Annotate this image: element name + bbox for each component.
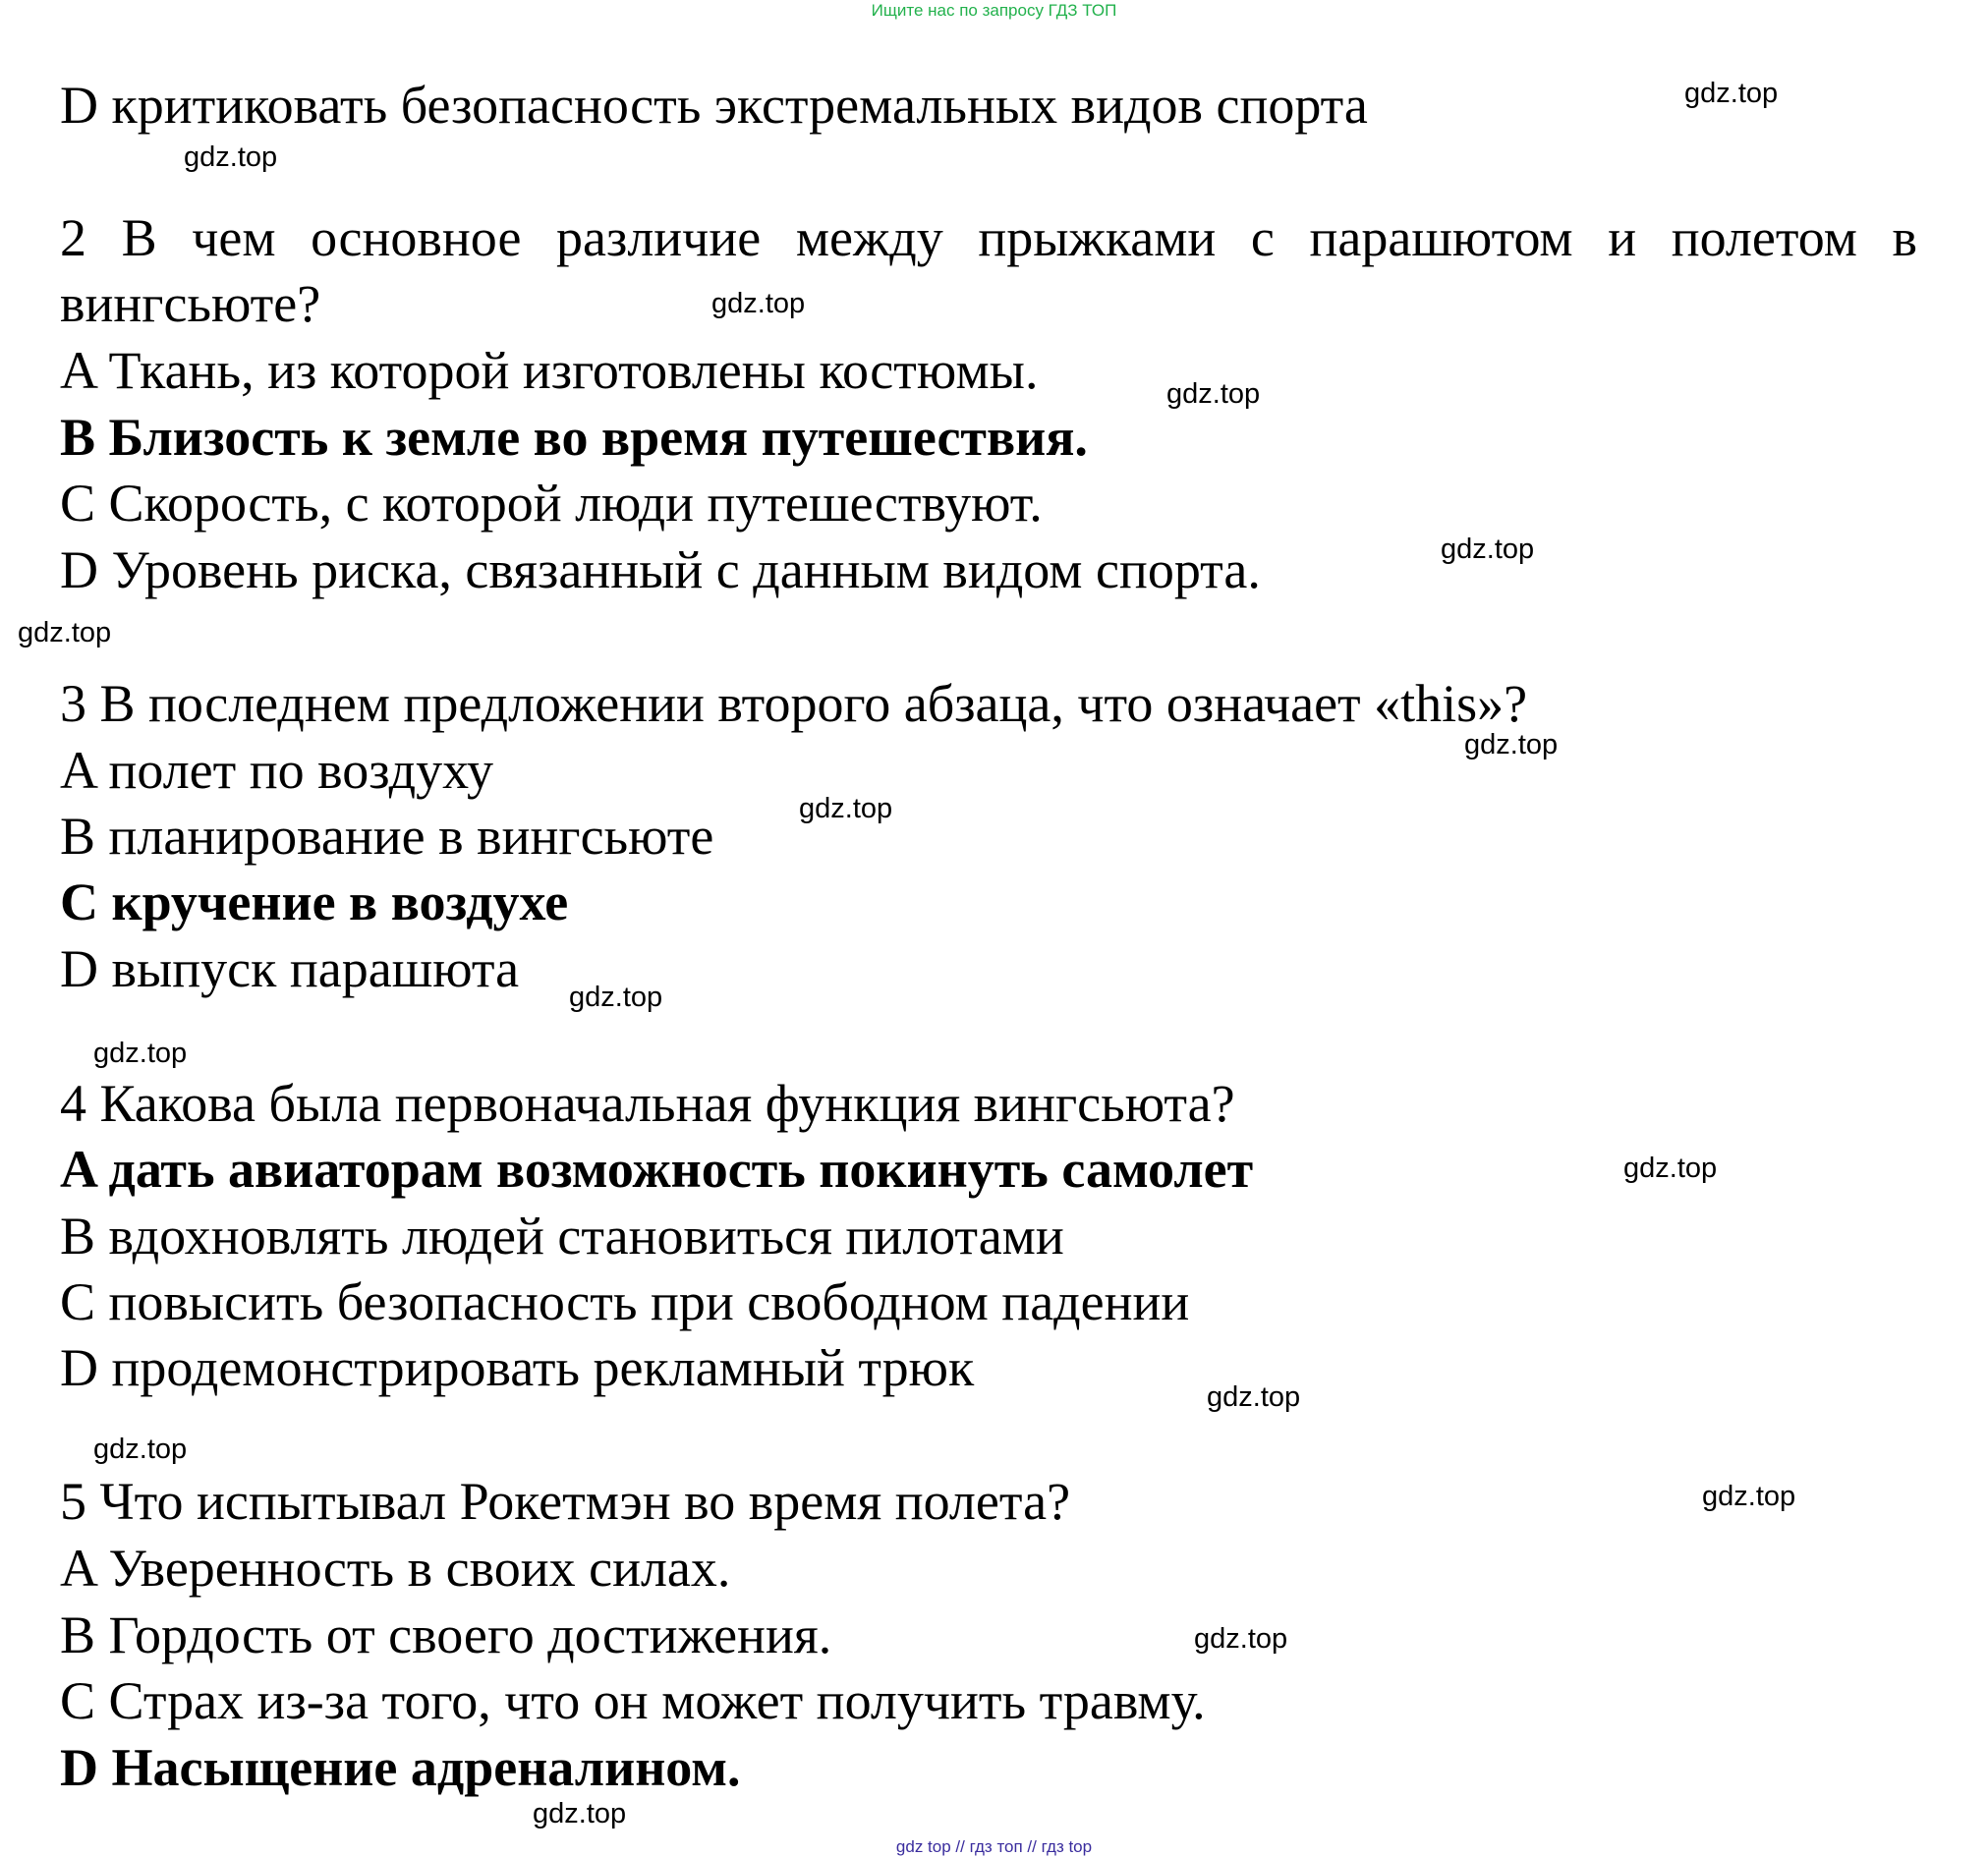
watermark: gdz.top: [711, 288, 806, 319]
question-2-option-b-correct: B Близость к земле во время путешествия.: [60, 408, 1088, 467]
question-4: 4 Какова была первоначальная функция вингсьюта?: [60, 1074, 1235, 1133]
question-3-option-a: A полет по воздуху: [60, 741, 494, 800]
question-4-option-b: B вдохновлять людей становиться пилотами: [60, 1207, 1064, 1266]
watermark: gdz.top: [93, 1038, 188, 1069]
question-2-option-d: D Уровень риска, связанный с данным видом спорта.: [60, 540, 1261, 599]
watermark: gdz.top: [1702, 1481, 1796, 1512]
answer-d-prev: D критиковать безопасность экстремальных видов спорта: [60, 76, 1368, 135]
question-3-option-c-correct: C кручение в воздухе: [60, 872, 569, 931]
footer: gdz top // гдз топ // гдз top: [895, 1837, 1093, 1856]
watermark: gdz.top: [533, 1798, 627, 1829]
question-2-line-2: вингсьюте?: [60, 274, 321, 333]
question-4-option-a-correct: A дать авиаторам возможность покинуть самолет: [60, 1140, 1254, 1199]
top-banner: Ищите нас по запросу ГДЗ ТОП: [871, 1, 1117, 20]
watermark: gdz.top: [18, 617, 112, 648]
question-5-option-a: A Уверенность в своих силах.: [60, 1539, 731, 1598]
question-3: 3 В последнем предложении второго абзаца, что означает «this»?: [60, 674, 1528, 733]
question-4-option-d: D продемонстрировать рекламный трюк: [60, 1338, 975, 1397]
question-4-option-c: C повысить безопасность при свободном падении: [60, 1272, 1190, 1331]
watermark: gdz.top: [1464, 729, 1559, 760]
question-5: 5 Что испытывал Рокетмэн во время полета?: [60, 1472, 1071, 1531]
watermark: gdz.top: [184, 141, 278, 173]
watermark: gdz.top: [1194, 1623, 1288, 1655]
watermark: gdz.top: [1441, 534, 1535, 565]
question-2-option-c: C Скорость, с которой люди путешествуют.: [60, 474, 1043, 533]
watermark: gdz.top: [1623, 1153, 1718, 1184]
question-2-option-a: A Ткань, из которой изготовлены костюмы.: [60, 341, 1039, 400]
watermark: gdz.top: [1207, 1381, 1301, 1413]
watermark: gdz.top: [1684, 78, 1779, 109]
watermark: gdz.top: [569, 982, 663, 1013]
question-2-line-1: 2 В чем основное различие между прыжками с парашютом и полетом в: [60, 208, 1917, 267]
watermark: gdz.top: [93, 1434, 188, 1465]
question-5-option-d-correct: D Насыщение адреналином.: [60, 1738, 741, 1797]
watermark: gdz.top: [1166, 378, 1261, 410]
question-3-option-d: D выпуск парашюта: [60, 939, 520, 998]
question-5-option-c: C Страх из-за того, что он может получить травму.: [60, 1671, 1206, 1730]
question-3-option-b: B планирование в вингсьюте: [60, 807, 714, 866]
watermark: gdz.top: [799, 793, 893, 824]
question-5-option-b: B Гордость от своего достижения.: [60, 1605, 832, 1664]
